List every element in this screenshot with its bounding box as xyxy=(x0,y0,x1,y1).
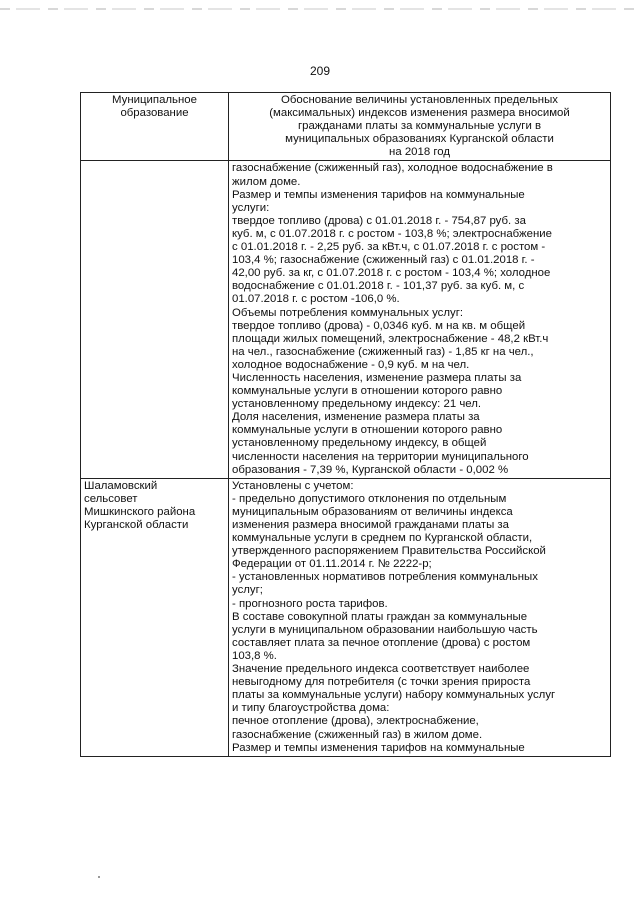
text-line: Объемы потребления коммунальных услуг: xyxy=(232,306,464,319)
text-line: невыгодному для потребителя (с точки зрения прироста xyxy=(232,676,531,689)
text-line: на 2018 год xyxy=(389,146,450,159)
text-line: платы за коммунальные услуги) набору коммунальных услуг xyxy=(232,689,556,702)
text-line: и типу благоустройства дома: xyxy=(232,702,390,715)
text-line: (максимальных) индексов изменения размера вносимой xyxy=(269,107,570,120)
page-number: 209 xyxy=(309,64,331,78)
text-line: установленному предельному индексу: 21 чел. xyxy=(232,398,482,411)
table-row xyxy=(81,478,611,756)
header-municipality xyxy=(81,93,229,161)
text-line: сельсовет xyxy=(84,492,138,505)
text-line: площади жилых помещений, электроснабжение - 48,2 кВт.ч xyxy=(232,332,549,345)
text-line: - прогнозного роста тарифов. xyxy=(232,597,388,610)
text-line: холодное водоснабжение - 0,9 куб. м на чел. xyxy=(232,358,470,371)
text-line: услуг; xyxy=(232,584,263,597)
text-line: коммунальные услуги в отношении которого равно xyxy=(232,385,503,398)
table-header-row xyxy=(81,93,611,161)
scan-artifact-line xyxy=(0,8,640,10)
text-line: услуги: xyxy=(232,201,270,214)
text-line: коммунальные услуги в отношении которого равно xyxy=(232,424,503,437)
text-line: твердое топливо (дрова) - 0,0346 куб. м на кв. м общей xyxy=(232,319,526,332)
text-line: утвержденного распоряжением Правительства Российской xyxy=(232,545,546,558)
text-line: газоснабжение (сжиженный газ) в жилом доме. xyxy=(232,728,483,741)
text-line: газоснабжение (сжиженный газ), холодное водоснабжение в xyxy=(232,162,553,175)
text-line: 103,8 %. xyxy=(232,649,277,662)
text-line: Федерации от 01.11.2014 г. № 2222-р; xyxy=(232,558,432,571)
text-line: муниципальных образованиях Курганской области xyxy=(285,133,554,146)
text-line: В составе совокупной платы граждан за коммунальные xyxy=(232,610,528,623)
municipality-cell xyxy=(81,161,229,478)
text-line: изменения размера вносимой гражданами платы за xyxy=(232,519,509,531)
text-line: гражданами платы за коммунальные услуги в xyxy=(297,120,542,133)
text-line: образование xyxy=(120,107,189,120)
text-line: 01.07.2018 г. с ростом -106,0 %. xyxy=(232,293,400,306)
table-row xyxy=(81,161,611,478)
text-line: установленному предельному индексу, в общей xyxy=(232,437,487,450)
text-line: на чел., газоснабжение (сжиженный газ) - 1,85 кг на чел., xyxy=(232,345,534,358)
text-line: твердое топливо (дрова) с 01.01.2018 г. - 754,87 руб. за xyxy=(232,214,526,227)
text-line: Численность населения, изменение размера платы за xyxy=(232,371,522,384)
text-line: Курганской области xyxy=(84,519,189,531)
text-line: куб. м, с 01.07.2018 г. с ростом - 103,8 %; электроснабжение xyxy=(232,227,553,240)
text-line: Муниципальное xyxy=(112,94,197,106)
text-line: Установлены с учетом: xyxy=(232,479,354,492)
text-line: Доля населения, изменение размера платы за xyxy=(232,411,480,424)
text-line: Обоснование величины установленных предельных xyxy=(281,94,558,106)
text-line: 103,4 %; газоснабжение (сжиженный газ) с 01.01.2018 г. - xyxy=(232,254,535,267)
text-line: печное отопление (дрова), электроснабжение, xyxy=(232,715,479,728)
justification-cell xyxy=(229,478,611,756)
tariff-justification-table xyxy=(80,92,611,757)
text-line: Шаламовский xyxy=(84,479,158,492)
municipality-cell xyxy=(81,478,229,756)
text-line: Размер и темпы изменения тарифов на коммунальные xyxy=(232,188,525,201)
justification-cell xyxy=(229,161,611,478)
text-line: Размер и темпы изменения тарифов на коммунальные xyxy=(232,741,525,754)
table-body xyxy=(81,161,611,756)
text-line: с 01.01.2018 г. - 2,25 руб. за кВт.ч, с 01.07.2018 г. с ростом - xyxy=(232,241,546,254)
text-line: Значение предельного индекса соответствует наиболее xyxy=(232,663,530,676)
text-line: водоснабжение с 01.01.2018 г. - 101,37 руб. за куб. м, с xyxy=(232,280,525,293)
text-line: - предельно допустимого отклонения по отдельным xyxy=(232,492,507,505)
text-line: составляет плата за печное отопление (дрова) с ростом xyxy=(232,636,531,649)
text-line: 42,00 руб. за кг, с 01.07.2018 г. с ростом - 103,4 %; холодное xyxy=(232,267,551,280)
scan-speck xyxy=(98,876,100,878)
text-line: образования - 7,39 %, Курганской области - 0,002 % xyxy=(232,463,509,476)
text-line: численности населения на территории муниципального xyxy=(232,450,529,463)
text-line: жилом доме. xyxy=(232,175,301,188)
text-line: услуги в муниципальном образовании наибольшую часть xyxy=(232,623,538,636)
text-line: Мишкинского района xyxy=(84,505,196,518)
text-line: коммунальные услуги в среднем по Курганской области, xyxy=(232,532,533,545)
text-line: - установленных нормативов потребления коммунальных xyxy=(232,571,538,584)
text-line: муниципальным образованиям от величины индекса xyxy=(232,505,513,518)
header-justification xyxy=(229,93,611,161)
